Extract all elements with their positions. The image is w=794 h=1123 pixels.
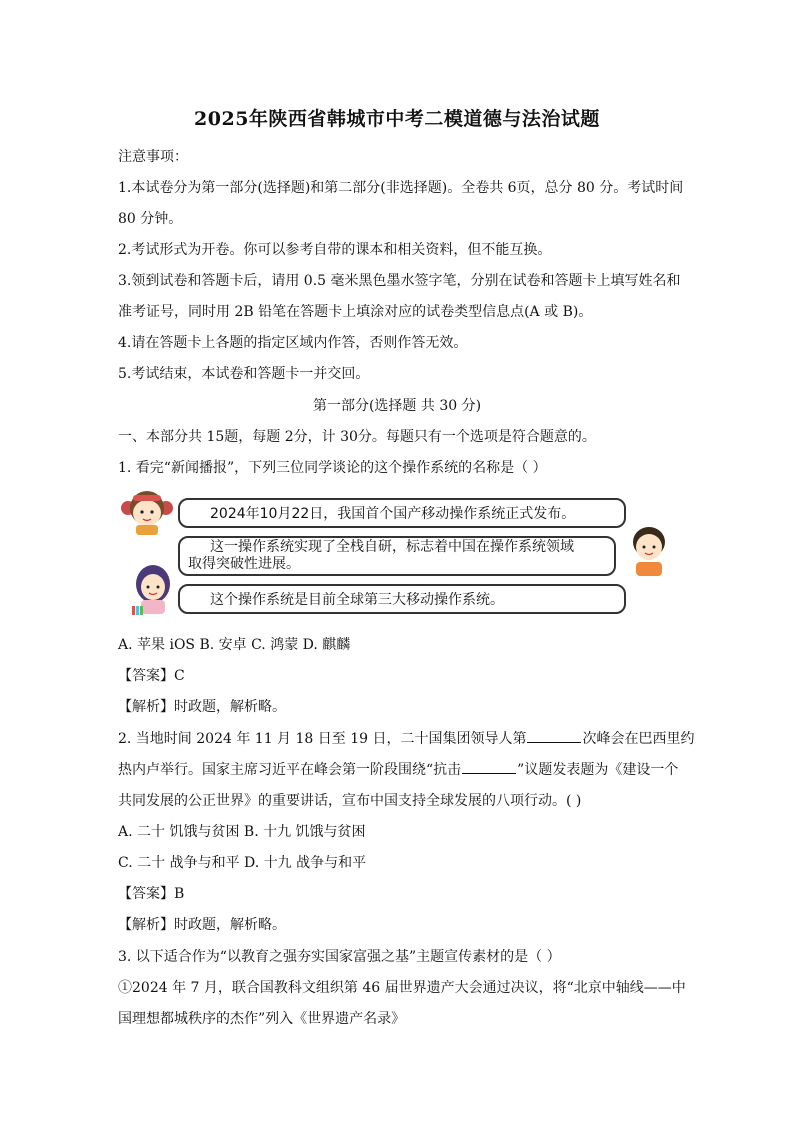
q3-item: 国理想都城秩序的杰作”列入《世界遗产名录》 [118, 1011, 406, 1027]
q2-options: C. 二十 战争与和平 D. 十九 战争与和平 [118, 855, 367, 871]
girl-avatar-icon [118, 486, 176, 536]
speech-bubble-text: 这个操作系统是目前全球第三大移动操作系统。 [210, 592, 504, 608]
speech-bubble-text: 这一操作系统实现了全栈自研，标志着中国在操作系统领域 [210, 539, 574, 555]
q2-stem-line: 2. 当地时间 2024 年 11 月 18 日至 19 日，二十国集团领导人第 次峰会在巴西里约 [118, 731, 695, 747]
notice-line: 80 分钟。 [118, 211, 183, 227]
q2-stem-line: 热内卢举行。国家主席习近平在峰会第一阶段围绕“抗击 ”议题发表题为《建设一个 [118, 762, 679, 778]
q1-options: A. 苹果 iOS B. 安卓 C. 鸿蒙 D. 麒麟 [118, 637, 351, 653]
part1-instruction: 一、本部分共 15题，每题 2分，计 30分。每题只有一个选项是符合题意的。 [118, 429, 596, 445]
q1-stem: 1. 看完“新闻播报”，下列三位同学谈论的这个操作系统的名称是（ ） [118, 460, 547, 476]
answer-blank [462, 761, 516, 774]
notice-line: 准考证号，同时用 2B 铅笔在答题卡上填涂对应的试卷类型信息点(A 或 B)。 [118, 304, 593, 320]
q3-item: ①2024 年 7 月，联合国教科文组织第 46 届世界遗产大会通过决议，将“北京中轴线——中 [118, 980, 686, 996]
speech-bubble-text: 取得突破性进展。 [188, 556, 300, 572]
q2-analysis: 【解析】时政题，解析略。 [118, 917, 286, 933]
notice-heading: 注意事项： [118, 149, 188, 165]
answer-blank [527, 730, 581, 743]
notice-line: 2.考试形式为开卷。你可以参考自带的课本和相关资料，但不能互换。 [118, 242, 552, 258]
speech-bubble [178, 498, 626, 528]
boy-avatar-icon [626, 522, 672, 578]
part1-heading: 第一部分(选择题 共 30 分) [312, 398, 482, 414]
q3-stem: 3. 以下适合作为“以教育之强夯实国家富强之基”主题宣传素材的是（ ） [118, 949, 561, 965]
notice-line: 4.请在答题卡上各题的指定区域内作答，否则作答无效。 [118, 335, 468, 351]
speech-bubble [178, 584, 626, 614]
q1-illustration [118, 486, 678, 616]
notice-line: 1.本试卷分为第一部分(选择题)和第二部分(非选择题)。全卷共 6页，总分 80 分。考试时间 [118, 180, 684, 196]
q2-stem-line: 共同发展的公正世界》的重要讲话，宣布中国支持全球发展的八项行动。( ) [118, 793, 582, 809]
q1-answer: 【答案】C [118, 668, 185, 684]
girl-avatar-icon [128, 560, 178, 616]
q1-analysis: 【解析】时政题，解析略。 [118, 699, 286, 715]
q2-options: A. 二十 饥饿与贫困 B. 十九 饥饿与贫困 [118, 824, 366, 840]
notice-line: 3.领到试卷和答题卡后，请用 0.5 毫米黑色墨水签字笔，分别在试卷和答题卡上填写姓名和 [118, 273, 681, 289]
speech-bubble [178, 536, 616, 576]
notice-line: 5.考试结束，本试卷和答题卡一并交回。 [118, 366, 370, 382]
page-title: 2025年陕西省韩城市中考二模道德与法治试题 [194, 108, 600, 130]
q2-answer: 【答案】B [118, 886, 185, 902]
speech-bubble-text: 2024年10月22日，我国首个国产移动操作系统正式发布。 [210, 506, 576, 522]
